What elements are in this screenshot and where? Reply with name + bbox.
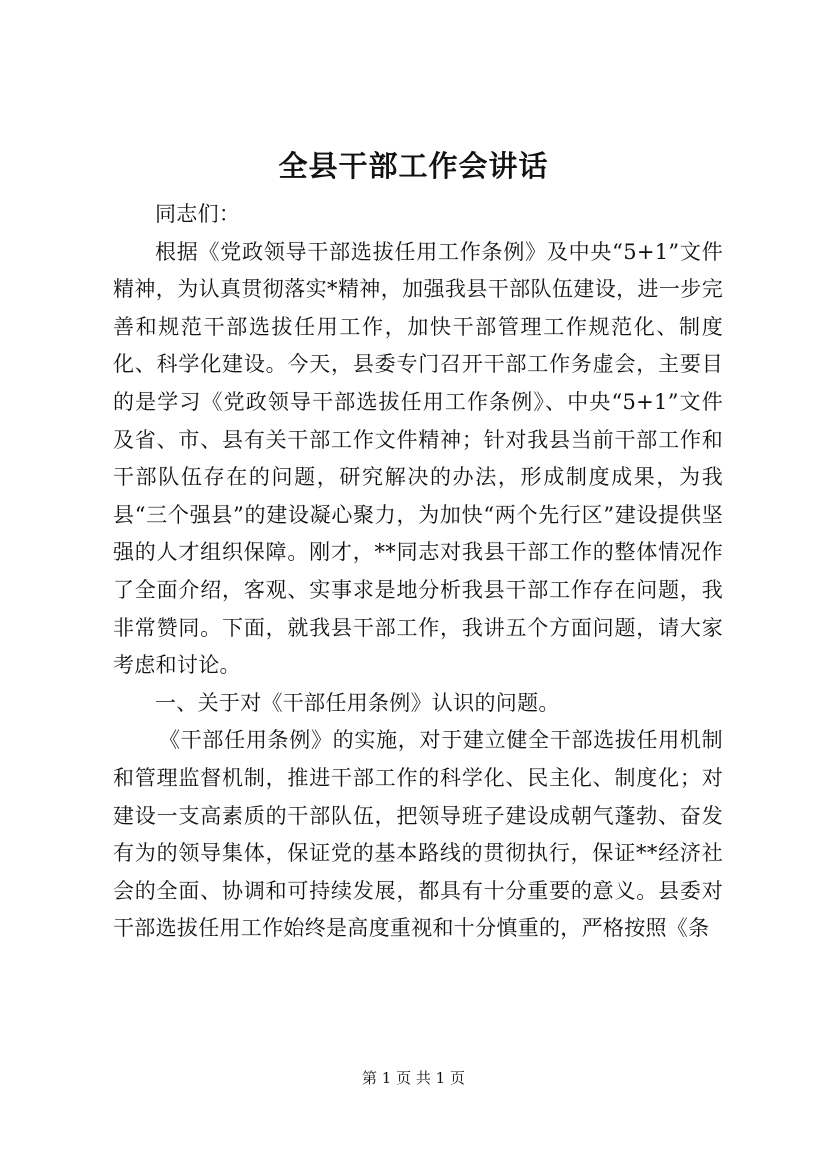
document-body bbox=[113, 196, 723, 948]
salutation: 同志们： bbox=[155, 202, 241, 226]
document-title: 全县干部工作会讲话 bbox=[278, 149, 549, 183]
page-footer: 第 1 页 共 1 页 bbox=[362, 1069, 465, 1087]
paragraph-intro: 根据《党政领导干部选拔任用工作条例》及中央“5+1”文件精神，为认真贯彻落实*精神，加强我县干部队伍建设，进一步完善和规范干部选拔任用工作，加快干部管理工作规范化、制度化、科学化建设。今天，县委专门召开干部工作务虚会，主要目的是学习《党政领导干部选拔任用工作条例》、中央“5+1”文件及省、市、县有关干部工作文件精神；针对我县当前干部工作和干部队伍存在的问题，研究解决的办法，形成制度成果，为我县“三个强县”的建设凝心聚力，为加快“两个先行区”建设提供坚强的人才组织保障。刚才，**同志对我县干部工作的整体情况作了全面介绍，客观、实事求是地分析我县干部工作存在问题，我非常赞同。下面，就我县干部工作，我讲五个方面问题，请大家考虑和讨论。 bbox=[113, 239, 723, 678]
paragraph-section-one: 《干部任用条例》的实施，对于建立健全干部选拔任用机制和管理监督机制，推进干部工作的科学化、民主化、制度化；对建设一支高素质的干部队伍，把领导班子建设成朝气蓬勃、奋发有为的领导集体，保证党的基本路线的贯彻执行，保证**经济社会的全面、协调和可持续发展，都具有十分重要的意义。县委对干部选拔任用工作始终是高度重视和十分慎重的，严格按照《条 bbox=[113, 728, 723, 941]
section-heading-one: 一、关于对《干部任用条例》认识的问题。 bbox=[155, 690, 560, 715]
